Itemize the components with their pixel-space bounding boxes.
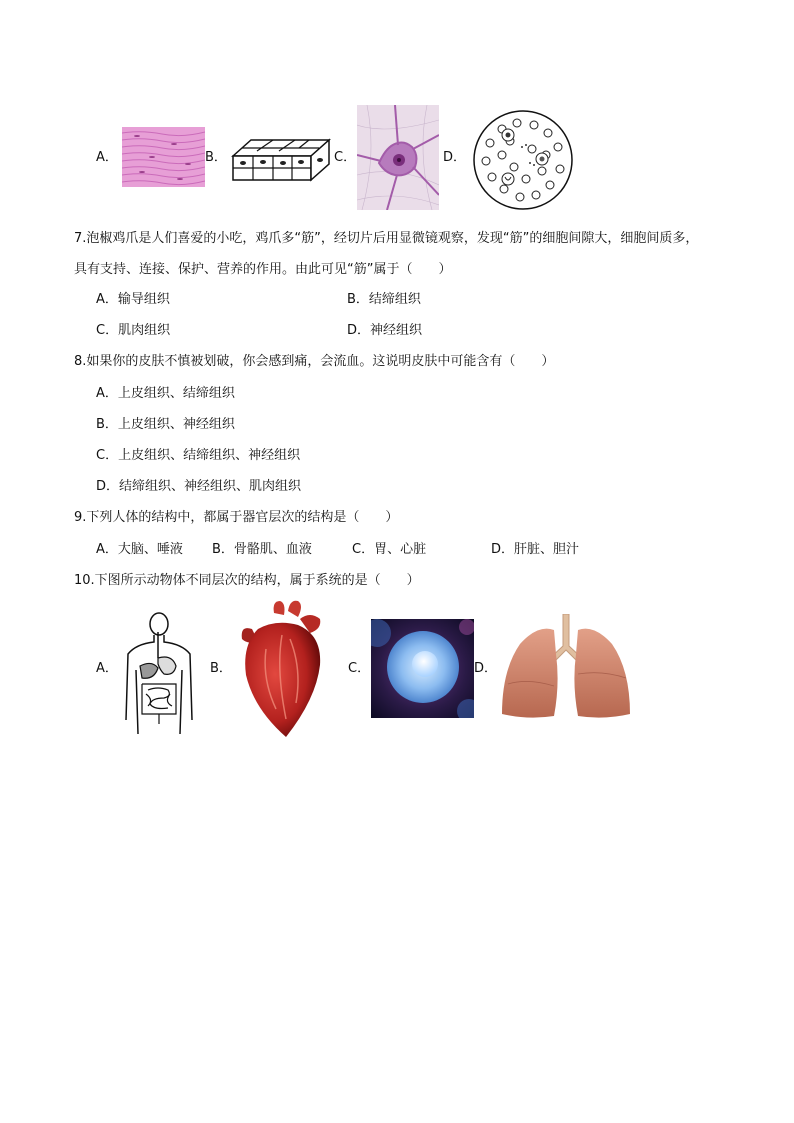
q8-option-b[interactable]: B．上皮组织、神经组织 bbox=[96, 417, 235, 432]
blood-tissue-image bbox=[472, 109, 574, 211]
q9-option-c[interactable]: C．胃、心脏 bbox=[352, 542, 427, 557]
q6-label-c: C． bbox=[334, 150, 357, 165]
q9-stem: 9.下列人体的结构中，都属于器官层次的结构是（ ） bbox=[74, 510, 399, 525]
q10-label-b: B． bbox=[210, 661, 232, 676]
q6-label-a: A． bbox=[96, 150, 118, 165]
q10-label-a: A． bbox=[96, 661, 118, 676]
q8-option-c[interactable]: C．上皮组织、结缔组织、神经组织 bbox=[96, 448, 301, 463]
q7-stem-line1: 7.泡椒鸡爪是人们喜爱的小吃，鸡爪多“筋”，经切片后用显微镜观察，发现“筋”的细胞间隙大，细胞间质多， bbox=[74, 231, 699, 246]
q8-option-d[interactable]: D．结缔组织、神经组织、肌肉组织 bbox=[96, 479, 302, 494]
q10-label-d: D． bbox=[474, 661, 498, 676]
q7-option-c[interactable]: C．肌肉组织 bbox=[96, 323, 171, 338]
q10-label-c: C． bbox=[348, 661, 371, 676]
epithelial-tissue-image bbox=[229, 134, 331, 184]
lungs-image bbox=[498, 614, 634, 720]
cell-image bbox=[371, 619, 474, 718]
q6-label-b: B． bbox=[205, 150, 227, 165]
q8-stem: 8.如果你的皮肤不慎被划破，你会感到痛，会流血。这说明皮肤中可能含有（ ） bbox=[74, 354, 555, 369]
nerve-cell-image bbox=[357, 105, 439, 210]
q9-option-d[interactable]: D．肝脏、胆汁 bbox=[491, 542, 580, 557]
heart-image bbox=[236, 599, 326, 739]
q7-option-a[interactable]: A．输导组织 bbox=[96, 292, 170, 307]
q9-option-a[interactable]: A．大脑、唾液 bbox=[96, 542, 183, 557]
digestive-system-image bbox=[124, 610, 194, 736]
q7-stem-line2: 具有支持、连接、保护、营养的作用。由此可见“筋”属于（ ） bbox=[74, 262, 452, 277]
q10-stem: 10.下图所示动物体不同层次的结构，属于系统的是（ ） bbox=[74, 573, 420, 588]
q6-label-d: D． bbox=[443, 150, 467, 165]
q7-option-b[interactable]: B．结缔组织 bbox=[347, 292, 421, 307]
q7-option-d[interactable]: D．神经组织 bbox=[347, 323, 423, 338]
q9-option-b[interactable]: B．骨骼肌、血液 bbox=[212, 542, 312, 557]
muscle-tissue-image bbox=[122, 127, 205, 187]
q8-option-a[interactable]: A．上皮组织、结缔组织 bbox=[96, 386, 235, 401]
